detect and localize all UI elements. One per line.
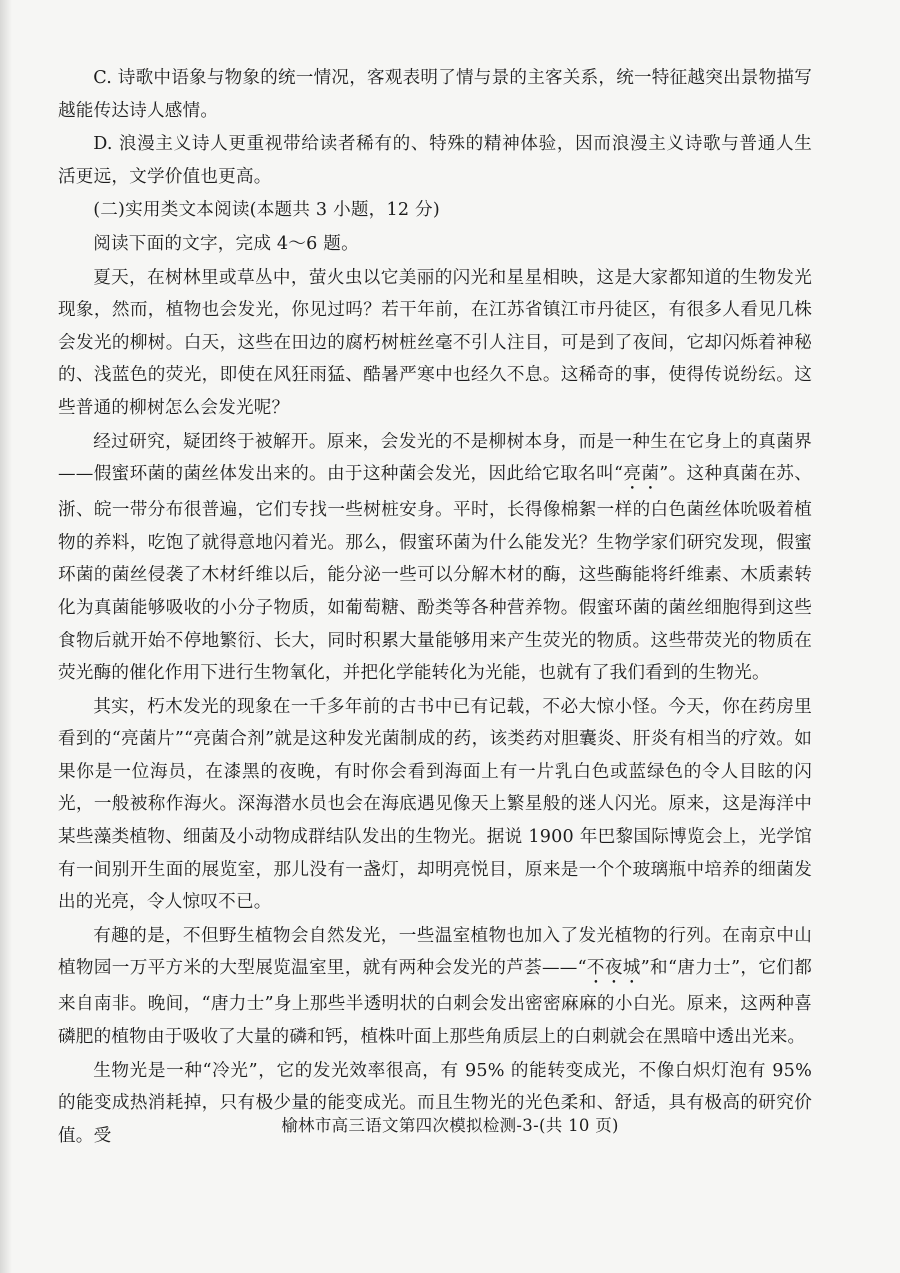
page-footer: 榆林市高三语文第四次模拟检测-3-(共 10 页) [281, 1116, 619, 1135]
emphasized-term: 亮菌 [623, 464, 660, 485]
paragraph-4 [58, 920, 812, 1054]
paragraph-2 [58, 426, 812, 690]
paragraph-5: 生物光是一种“冷光”，它的发光效率很高，有 95% 的能转变成光，不像白炽灯泡有 95% 的能变成热消耗掉，只有极少量的能变成光。而且生物光的光色柔和、舒适，具有极高的研究价值。受 [58, 1060, 812, 1146]
scan-edge-shadow [0, 0, 12, 1273]
emphasized-term: 不夜城 [586, 958, 641, 979]
instruction: 阅读下面的文字，完成 4～6 题。 [93, 233, 359, 254]
emphasized-term-2: 唐力士 [677, 958, 732, 979]
paragraph-2-part-b: ”。这种真菌在苏、浙、皖一带分布很普遍，它们专找一些树桩安身。平时，长得像棉絮一样的白色菌丝体吮吸着植物的养料，吃饱了就得意地闪着光。那么，假蜜环菌为什么能发光？生物学家们研究发现，假蜜环菌的菌丝侵袭了木材纤维以后，能分泌一些可以分解木材的酶，这些酶能将纤维素、木质素转化为真菌能够吸收的小分子物质，如葡萄糖、酚类等各种营养物。假蜜环菌的菌丝细胞得到这些食物后就开始不停地繁衍、长大，同时积累大量能够用来产生荧光的物质。这些带荧光的物质在荧光酶的催化作用下进行生物氧化，并把化学能转化为光能，也就有了我们看到的生物光。 [58, 464, 812, 684]
paragraph-4-part-a: 有趣的是，不但野生植物会自然发光，一些温室植物也加入了发光植物的行列。在南京中山植物园一万平方米的大型展览温室里，就有两种会发光的芦荟——“ [58, 925, 812, 979]
paragraph-2-part-a: 经过研究，疑团终于被解开。原来，会发光的不是柳树本身，而是一种生在它身上的真菌界——假蜜环菌的菌丝体发出来的。由于这种菌会发光，因此给它取名叫“ [58, 431, 812, 485]
paragraph-1: 夏天，在树林里或草丛中，萤火虫以它美丽的闪光和星星相映，这是大家都知道的生物发光现象，然而，植物也会发光，你见过吗？若干年前，在江苏省镇江市丹徒区，有很多人看见几株会发光的柳树。白天，这些在田边的腐朽树桩丝毫不引人注目，可是到了夜间，它却闪烁着神秘的、浅蓝色的荧光，即使在风狂雨猛、酷暑严寒中也经久不息。这稀奇的事，使得传说纷纭。这些普通的柳树怎么会发光呢？ [58, 267, 812, 418]
paragraph-4-part-b: ”和“ [640, 958, 678, 979]
section-heading: (二)实用类文本阅读(本题共 3 小题，12 分) [93, 200, 440, 221]
option-c: C. 诗歌中语象与物象的统一情况，客观表明了情与景的主客关系，统一特征越突出景物描写越能传达诗人感情。 [58, 68, 812, 121]
paragraph-4-part-c: ”，它们都来自南非。晚间，“唐力士”身上那些半透明状的白刺会发出密密麻麻的小白光。原来，这两种喜磷肥的植物由于吸收了大量的磷和钙，植株叶面上那些角质层上的白刺就会在黑暗中透出光来。 [58, 958, 812, 1048]
paragraph-3: 其实，朽木发光的现象在一千多年前的古书中已有记载，不必大惊小怪。今天，你在药房里看到的“亮菌片”“亮菌合剂”就是这种发光菌制成的药，该类药对胆囊炎、肝炎有相当的疗效。如果你是一位海员，在漆黑的夜晚，有时你会看到海面上有一片乳白色或蓝绿色的令人目眩的闪光，一般被称作海火。深海潜水员也会在海底遇见像天上繁星般的迷人闪光。原来，这是海洋中某些藻类植物、细菌及小动物成群结队发出的生物光。据说 1900 年巴黎国际博览会上，光学馆有一间别开生面的展览室，那儿没有一盏灯，却明亮悦目，原来是一个个玻璃瓶中培养的细菌发出的光亮，令人惊叹不已。 [58, 696, 812, 913]
option-d: D. 浪漫主义诗人更重视带给读者稀有的、特殊的精神体验，因而浪漫主义诗歌与普通人生活更远，文学价值也更高。 [58, 134, 812, 187]
